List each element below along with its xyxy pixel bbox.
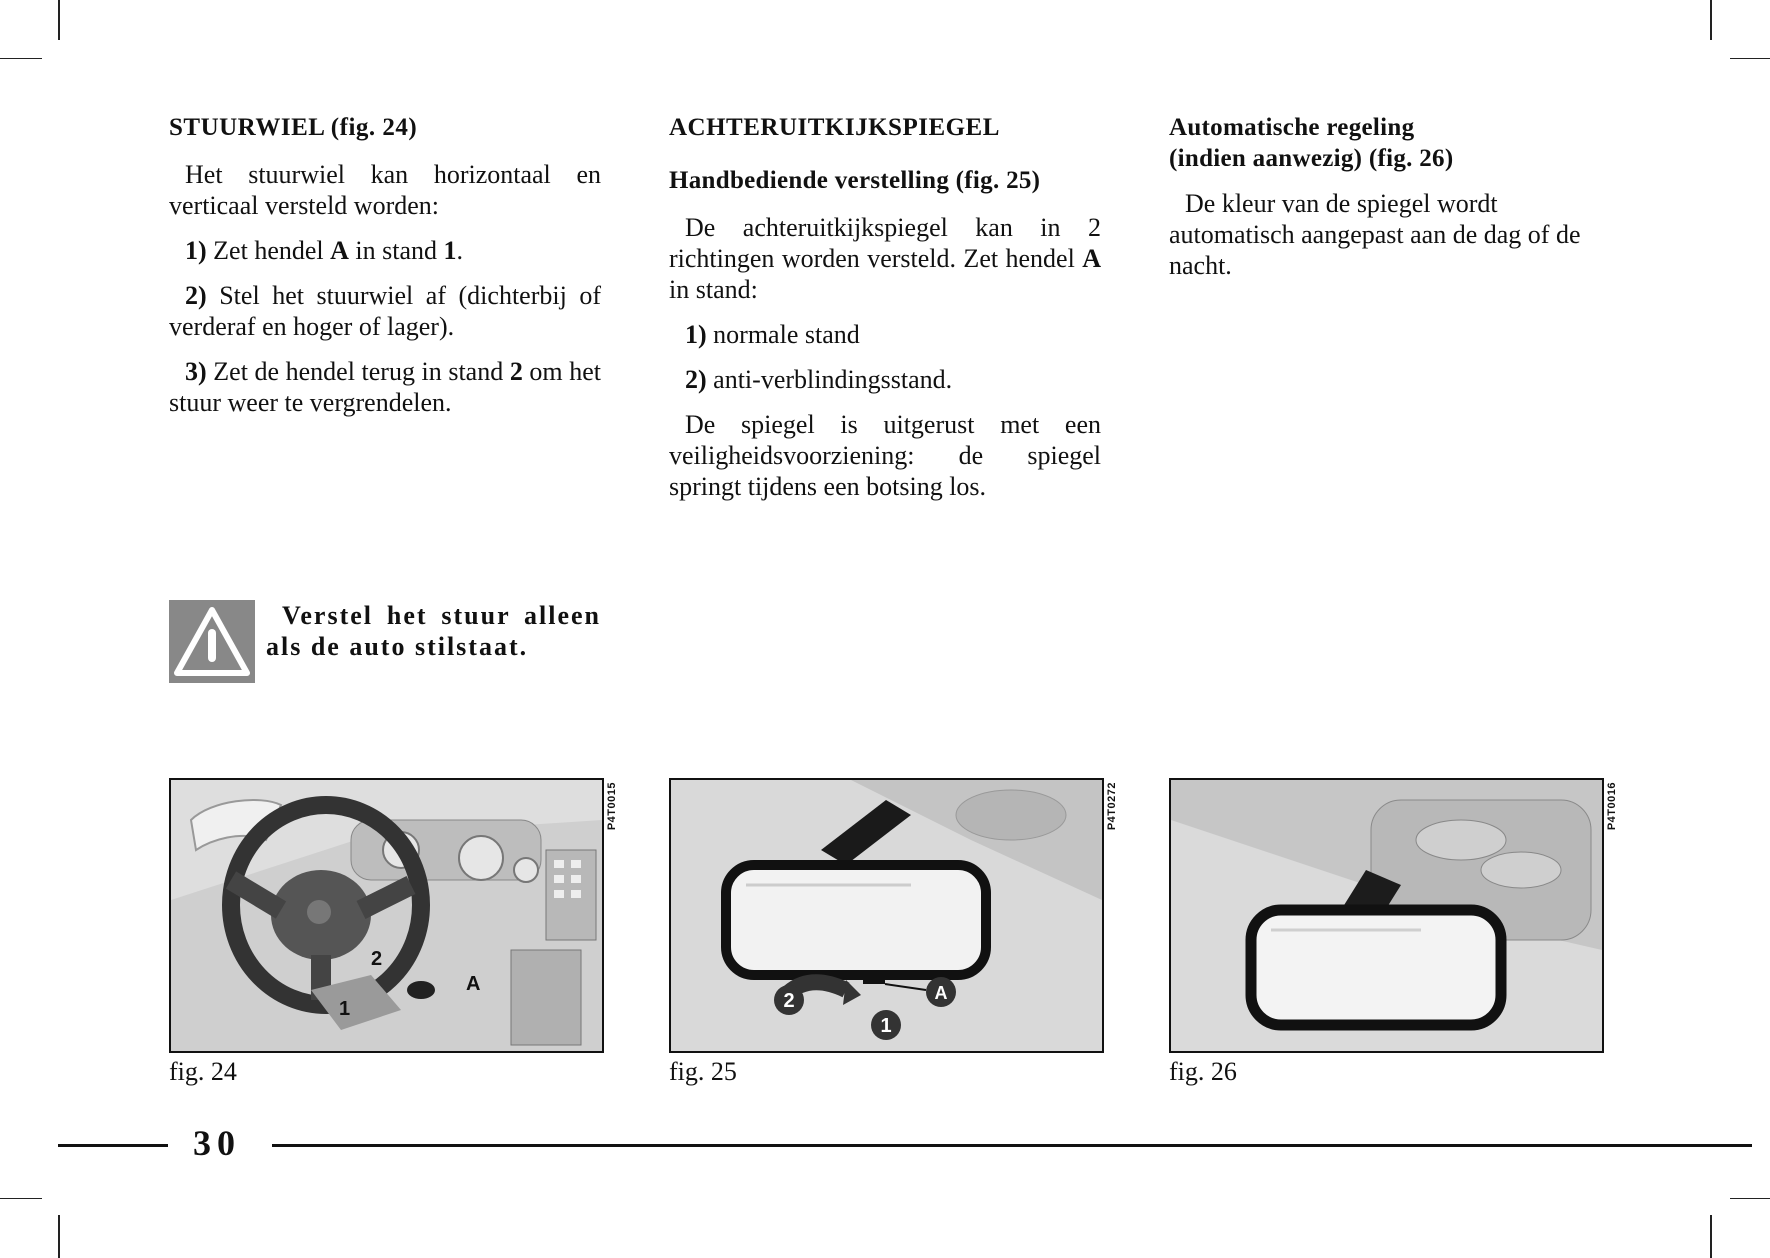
footer-rule-right: [272, 1144, 1752, 1147]
body-text: De kleur van de spiegel wordt automatisch aangepast aan de dag of de nacht.: [1169, 189, 1581, 280]
label-1: 1: [880, 1015, 892, 1037]
figure-26-auto-mirror: [1169, 778, 1604, 1053]
figure-25-mirror: [669, 778, 1104, 1053]
label-a: A: [466, 973, 481, 995]
section-heading: STUURWIEL (fig. 24): [169, 114, 418, 141]
section-heading: ACHTERUITKIJKSPIEGEL: [669, 114, 1000, 141]
crop-mark: [1710, 1215, 1712, 1258]
label-2: 2: [371, 948, 383, 970]
crop-mark: [1730, 58, 1770, 59]
crop-mark: [58, 0, 60, 40]
crop-mark: [0, 58, 42, 59]
crop-mark: [58, 1215, 60, 1258]
intro-text: Het stuurwiel kan horizontaal en verticaal versteld worden:: [169, 160, 601, 220]
figure-caption: fig. 26: [1169, 1057, 1237, 1086]
sub-heading: Handbediende verstelling (fig. 25): [669, 167, 1041, 194]
label-1: 1: [339, 998, 351, 1020]
figure-caption: fig. 25: [669, 1057, 737, 1086]
figure-code: P4T0272: [1106, 782, 1118, 831]
column-automatic: [1169, 112, 1601, 295]
figure-caption: fig. 24: [169, 1057, 237, 1086]
warning-box: [169, 600, 601, 686]
safety-note: De spiegel is uitgerust met een veiligheidsvoorziening: de spiegel springt tijdens een botsing los.: [669, 410, 1101, 501]
label-2: 2: [783, 990, 795, 1012]
section-heading: Automatische regeling (indien aanwezig) (fig. 26): [1169, 114, 1454, 172]
column-steering-wheel: [169, 112, 601, 432]
crop-mark: [0, 1198, 42, 1199]
page-number: 30: [193, 1123, 241, 1163]
step-1: 1) Zet hendel A in stand 1.: [185, 236, 464, 265]
footer-rule-left: [58, 1144, 168, 1147]
crop-mark: [1730, 1198, 1770, 1199]
warning-text: Verstel het stuur alleen als de auto stilstaat.: [266, 601, 601, 661]
figure-24-steering-wheel: [169, 778, 604, 1053]
step-3: 3) Zet de hendel terug in stand 2 om het stuur weer te vergrendelen.: [169, 357, 601, 417]
figure-code: P4T0016: [1606, 782, 1618, 831]
warning-triangle-icon: [169, 600, 255, 683]
crop-mark: [1710, 0, 1712, 40]
item-1: 1) normale stand: [685, 320, 860, 349]
item-2: 2) anti-verblindingsstand.: [685, 365, 953, 394]
column-rearview-mirror: [669, 112, 1101, 516]
intro-text: De achteruitkijkspiegel kan in 2 richtingen worden versteld. Zet hendel A in stand:: [669, 213, 1101, 304]
figure-code: P4T0015: [606, 782, 618, 831]
label-a: A: [934, 983, 948, 1003]
step-2: 2) Stel het stuurwiel af (dichterbij of verderaf en hoger of lager).: [169, 281, 602, 341]
